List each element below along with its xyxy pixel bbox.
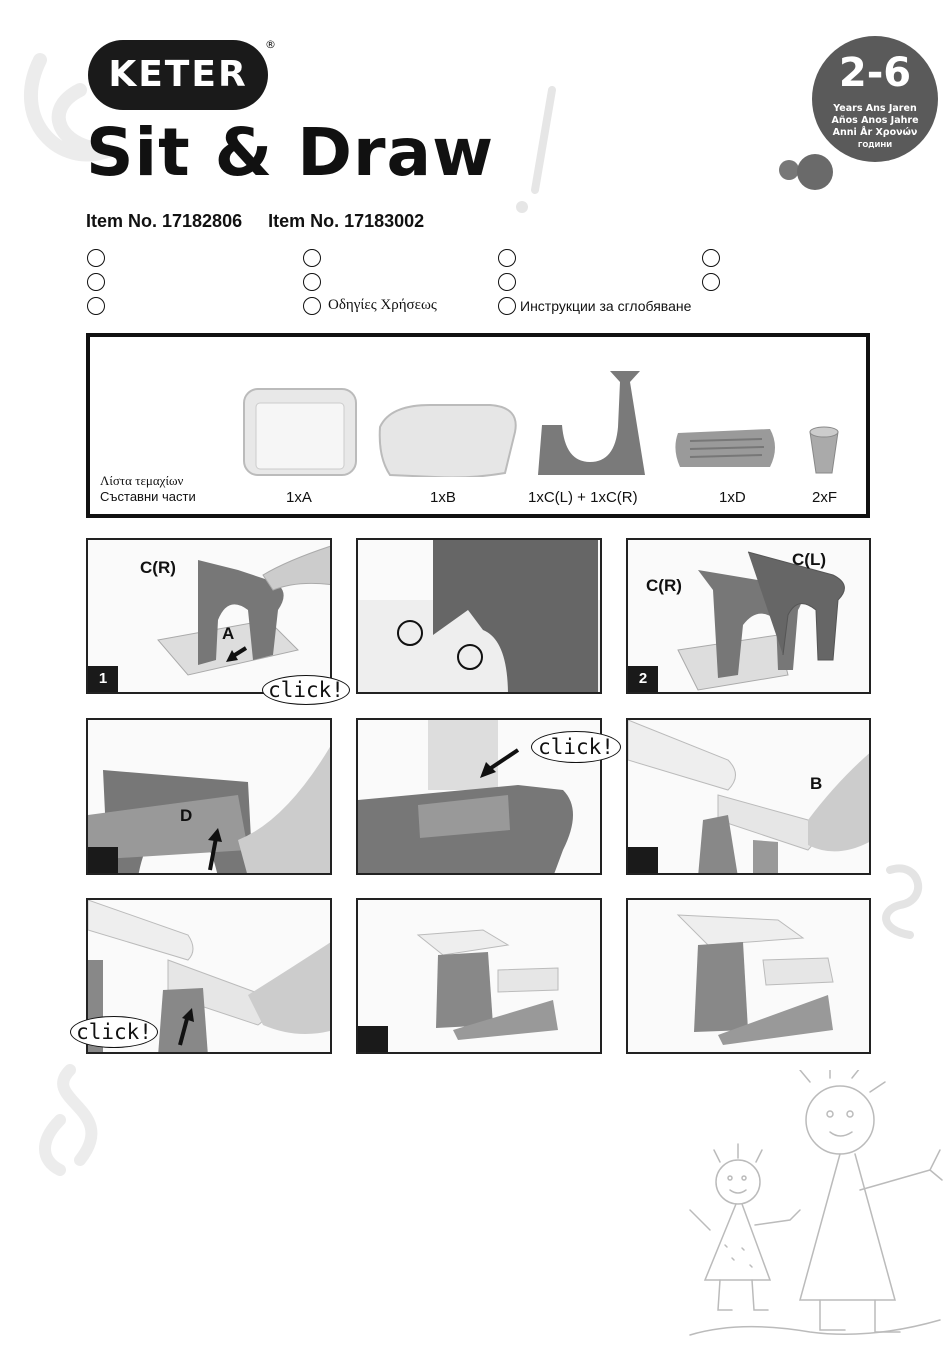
registered-mark: ® [265,38,276,51]
item-number-1: Item No. 17182806 [86,211,243,231]
step-2-illustration [628,540,871,694]
label-c-right-2: C(R) [646,576,682,595]
step-panel-8 [626,898,871,1054]
age-range: 2-6 [838,50,912,96]
age-line-4: ГОДИНИ [857,141,893,149]
parts-title-greek: Λίστα τεμαχίων [100,473,184,488]
item-numbers [86,211,450,232]
child-drawing [680,1070,945,1350]
lang-radio-3[interactable] [87,297,105,315]
label-b: B [810,774,823,793]
decor-dot-2 [797,154,833,190]
step-panel-7 [356,898,602,1054]
label-c-right: C(R) [140,558,176,577]
part-f-cup [810,427,838,473]
parts-title-bulgarian: Съставни части [100,489,196,504]
age-line-1: Years Ans Jaren [833,103,917,114]
parts-list-title [100,473,196,505]
lang-label-greek: Οδηγίες Χρήσεως [328,297,437,313]
step-panel-2 [626,538,871,694]
step-number-2: 2 [628,666,658,692]
age-badge [812,36,938,162]
age-words [816,103,934,151]
step-1-detail-illustration [358,540,602,694]
step-number-3 [88,847,118,873]
step-number-1: 1 [88,666,118,692]
label-a: A [222,624,235,643]
part-label-a: 1xA [286,489,312,506]
step-panel-5 [626,718,871,875]
step-panel-3 [86,718,332,875]
product-title: Sit & Draw [86,114,495,191]
lang-radio-7[interactable] [498,249,516,267]
step-5-illustration [628,720,871,875]
step-panel-1-detail [356,538,602,694]
label-c-left: C(L) [792,550,826,569]
step-7-illustration [358,900,602,1054]
age-line-3: Anni År Χρονών [832,127,918,138]
lang-radio-4[interactable] [303,249,321,267]
part-c-legs [538,371,645,475]
step-panel-1 [86,538,332,694]
step-number-5 [358,1026,388,1052]
part-b-seat [380,405,516,477]
lang-radio-10[interactable] [702,249,720,267]
parts-illustrations [90,337,866,477]
part-label-d: 1xD [719,489,746,506]
step-1-illustration [88,540,332,694]
part-label-b: 1xB [430,489,456,506]
part-label-c: 1xC(L) + 1xC(R) [528,489,638,506]
lang-radio-11[interactable] [702,273,720,291]
lang-radio-bulgarian[interactable] [498,297,516,315]
lang-radio-5[interactable] [303,273,321,291]
part-a-drawing-board [244,389,356,475]
lang-label-bulgarian: Инструкции за сглобяване [520,298,692,314]
step-8-illustration [628,900,871,1054]
lang-radio-2[interactable] [87,273,105,291]
step-3-illustration [88,720,332,875]
part-label-f: 2xF [812,489,838,506]
item-number-2: Item No. 17183002 [268,211,425,231]
part-d-bar [675,429,775,467]
keter-logo [88,40,268,110]
decor-dot-1 [779,160,799,180]
step-number-4 [628,847,658,873]
click-callout-1: click! [262,675,350,705]
age-line-2: Años Anos Jahre [831,115,919,126]
click-callout-3: click! [70,1016,158,1048]
label-d: D [180,806,193,825]
click-callout-2: click! [531,731,621,763]
lang-radio-greek[interactable] [303,297,321,315]
lang-radio-8[interactable] [498,273,516,291]
logo-text: KETER [108,54,248,95]
lang-radio-1[interactable] [87,249,105,267]
